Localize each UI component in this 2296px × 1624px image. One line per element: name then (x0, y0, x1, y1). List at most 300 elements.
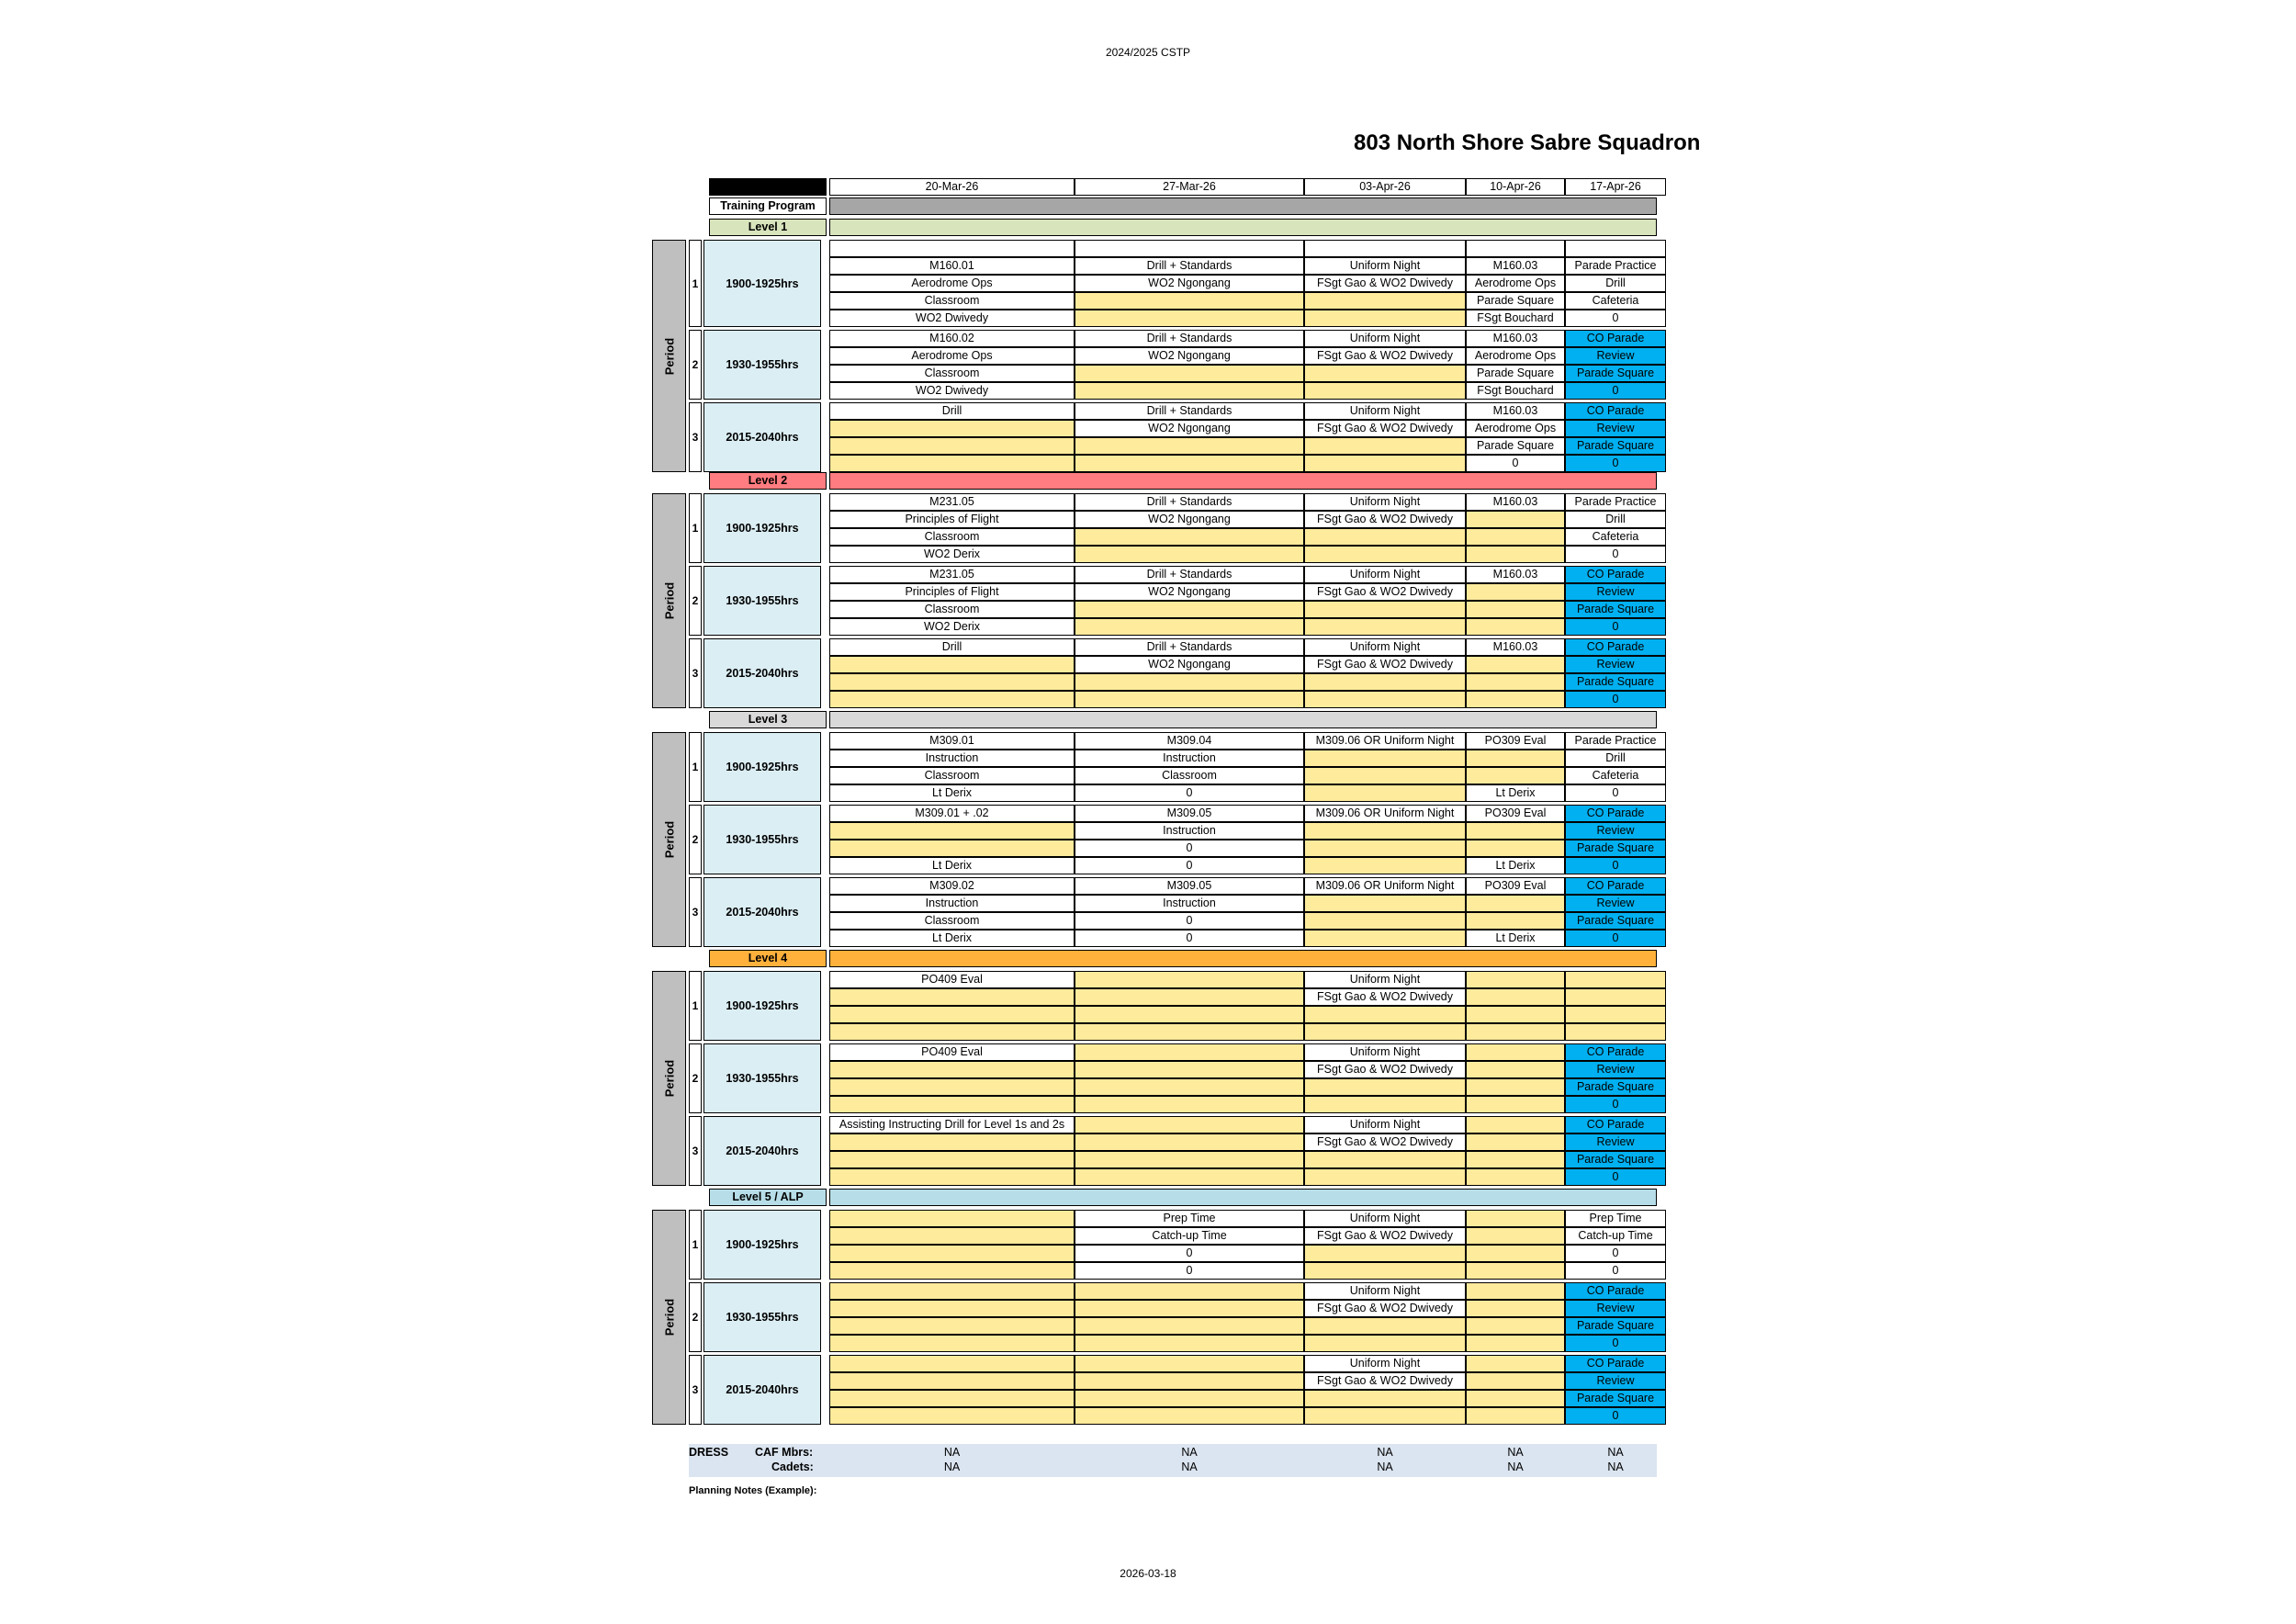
period-number: 2 (689, 1282, 702, 1352)
schedule-cell (1075, 1355, 1304, 1372)
schedule-cell (1075, 618, 1304, 636)
period-number: 2 (689, 805, 702, 874)
schedule-cell: Instruction (829, 750, 1075, 767)
period-time: 1900-1925hrs (703, 732, 821, 802)
schedule-cell (829, 1245, 1075, 1262)
period-3-group (689, 638, 1657, 708)
cadets-label: Cadets: (771, 1460, 814, 1473)
schedule-cell: Parade Practice (1565, 257, 1666, 275)
period-text: Period (662, 1059, 676, 1098)
schedule-cell: FSgt Gao & WO2 Dwivedy (1304, 275, 1466, 292)
level-5-header (652, 1189, 1657, 1206)
period-number: 1 (689, 971, 702, 1041)
schedule-cell: Review (1565, 347, 1666, 365)
schedule-cell (1075, 1317, 1304, 1335)
schedule-cell (1304, 240, 1466, 257)
schedule-cell: Lt Derix (829, 930, 1075, 947)
schedule-cell (1466, 656, 1565, 673)
schedule-cell (1075, 988, 1304, 1006)
schedule-cell: M160.03 (1466, 566, 1565, 583)
schedule-cell: Aerodrome Ops (829, 347, 1075, 365)
schedule-cell (1304, 455, 1466, 472)
header-black-bar (709, 178, 827, 196)
schedule-cell: 0 (1565, 1262, 1666, 1280)
level-2-bar (829, 472, 1657, 490)
schedule-cell (1075, 365, 1304, 382)
cadet-dress-value-1: NA (943, 1460, 961, 1473)
level-2-label: Level 2 (709, 472, 827, 490)
schedule-cell: Parade Square (1565, 437, 1666, 455)
schedule-cell: CO Parade (1565, 1355, 1666, 1372)
schedule-cell: WO2 Ngongang (1075, 347, 1304, 365)
schedule-cell (1304, 784, 1466, 802)
period-time: 1930-1955hrs (703, 330, 821, 400)
schedule-cell: Review (1565, 895, 1666, 912)
period-number: 3 (689, 1116, 702, 1186)
schedule-cell (829, 1282, 1075, 1300)
schedule-cell (829, 822, 1075, 840)
schedule-cell (1075, 1061, 1304, 1078)
date-header-row (652, 178, 1657, 196)
schedule-cell (1466, 546, 1565, 563)
period-side-label (652, 971, 686, 1186)
schedule-cell: WO2 Ngongang (1075, 511, 1304, 528)
period-time: 1930-1955hrs (703, 566, 821, 636)
schedule-cell (1304, 1317, 1466, 1335)
schedule-cell: CO Parade (1565, 877, 1666, 895)
schedule-cell (829, 1096, 1075, 1113)
schedule-cell: M160.03 (1466, 402, 1565, 420)
schedule-cell: 0 (1565, 784, 1666, 802)
period-number: 3 (689, 877, 702, 947)
schedule-cell: Review (1565, 1372, 1666, 1390)
period-2-group (689, 330, 1657, 400)
schedule-cell (1466, 1282, 1565, 1300)
schedule-cell: Parade Square (1565, 1390, 1666, 1407)
schedule-cell (1466, 1133, 1565, 1151)
period-time: 1900-1925hrs (703, 240, 821, 327)
schedule-cell: Lt Derix (829, 857, 1075, 874)
period-3-group (689, 1116, 1657, 1186)
schedule-cell: Parade Square (1565, 601, 1666, 618)
schedule-cell: Lt Derix (829, 784, 1075, 802)
schedule-cell: 0 (1075, 1245, 1304, 1262)
schedule-cell: M309.01 (829, 732, 1075, 750)
cadet-dress-value-2: NA (1181, 1460, 1198, 1473)
schedule-cell (1466, 1372, 1565, 1390)
schedule-cell: Uniform Night (1304, 971, 1466, 988)
schedule-cell (1466, 1116, 1565, 1133)
schedule-cell: Aerodrome Ops (1466, 420, 1565, 437)
schedule-cell: M160.03 (1466, 638, 1565, 656)
schedule-cell (1304, 895, 1466, 912)
schedule-cell (1466, 1096, 1565, 1113)
schedule-cell (1304, 691, 1466, 708)
schedule-cell (1075, 1168, 1304, 1186)
schedule-cell (829, 1168, 1075, 1186)
schedule-cell: Parade Square (1565, 1317, 1666, 1335)
schedule-cell: Drill + Standards (1075, 493, 1304, 511)
schedule-cell: Principles of Flight (829, 583, 1075, 601)
schedule-cell (1304, 930, 1466, 947)
schedule-cell: Parade Practice (1565, 732, 1666, 750)
period-3-group (689, 1355, 1657, 1425)
schedule-cell: Parade Square (1466, 365, 1565, 382)
schedule-cell (1075, 673, 1304, 691)
period-3-group (689, 402, 1657, 472)
schedule-cell (1565, 240, 1666, 257)
period-side-label (652, 732, 686, 947)
date-header-4: 10-Apr-26 (1466, 178, 1565, 196)
schedule-cell: WO2 Ngongang (1075, 420, 1304, 437)
schedule-cell: 0 (1565, 618, 1666, 636)
schedule-cell: Classroom (829, 528, 1075, 546)
schedule-cell (1075, 1133, 1304, 1151)
schedule-cell: M231.05 (829, 493, 1075, 511)
page-header: 2024/2025 CSTP (1105, 46, 1191, 59)
schedule-cell (1304, 382, 1466, 400)
schedule-cell (1466, 1317, 1565, 1335)
schedule-cell (1466, 1335, 1565, 1352)
schedule-cell: Uniform Night (1304, 330, 1466, 347)
schedule-cell (1304, 750, 1466, 767)
level-1-label: Level 1 (709, 219, 827, 236)
schedule-cell (1466, 988, 1565, 1006)
schedule-cell: WO2 Dwivedy (829, 310, 1075, 327)
schedule-cell: Instruction (1075, 822, 1304, 840)
schedule-cell: Uniform Night (1304, 566, 1466, 583)
schedule-cell (1466, 1300, 1565, 1317)
training-program-row (652, 197, 1657, 215)
period-number: 2 (689, 330, 702, 400)
schedule-cell (1304, 840, 1466, 857)
schedule-cell: Cafeteria (1565, 528, 1666, 546)
level-3-header (652, 711, 1657, 728)
schedule-cell: Review (1565, 1061, 1666, 1078)
schedule-cell: Instruction (1075, 895, 1304, 912)
schedule-cell: Drill (829, 402, 1075, 420)
schedule-cell (1304, 528, 1466, 546)
schedule-cell: PO409 Eval (829, 971, 1075, 988)
schedule-cell: M160.01 (829, 257, 1075, 275)
period-time: 1930-1955hrs (703, 805, 821, 874)
period-1-group (689, 732, 1657, 802)
caf-dress-value-2: NA (1181, 1446, 1198, 1459)
schedule-cell (829, 1317, 1075, 1335)
schedule-cell (1304, 767, 1466, 784)
schedule-cell (1304, 292, 1466, 310)
level-4-block (652, 971, 1657, 1186)
schedule-cell: CO Parade (1565, 805, 1666, 822)
period-time: 2015-2040hrs (703, 877, 821, 947)
schedule-cell: M309.06 OR Uniform Night (1304, 732, 1466, 750)
schedule-cell: 0 (1565, 1407, 1666, 1425)
level-4-header (652, 950, 1657, 967)
schedule-cell: Uniform Night (1304, 402, 1466, 420)
period-number: 2 (689, 566, 702, 636)
schedule-cell: WO2 Derix (829, 546, 1075, 563)
schedule-cell (1075, 1372, 1304, 1390)
schedule-cell (1466, 1043, 1565, 1061)
level-1-block (652, 240, 1657, 472)
training-program-bar (829, 197, 1657, 215)
schedule-cell (1466, 673, 1565, 691)
schedule-cell (1075, 971, 1304, 988)
schedule-cell (1466, 1210, 1565, 1227)
schedule-cell (1075, 546, 1304, 563)
schedule-cell: Review (1565, 583, 1666, 601)
schedule-cell: Parade Square (1565, 673, 1666, 691)
schedule-cell: Classroom (829, 292, 1075, 310)
schedule-cell (1304, 1151, 1466, 1168)
schedule-cell (1304, 601, 1466, 618)
schedule-cell (829, 1133, 1075, 1151)
schedule-cell: FSgt Bouchard (1466, 382, 1565, 400)
schedule-cell (1304, 1096, 1466, 1113)
period-3-group (689, 877, 1657, 947)
schedule-cell: 0 (1075, 930, 1304, 947)
schedule-cell: Parade Practice (1565, 493, 1666, 511)
caf-members-label: CAF Mbrs: (755, 1446, 814, 1459)
schedule-cell: Classroom (829, 601, 1075, 618)
schedule-cell (829, 1300, 1075, 1317)
schedule-cell: 0 (1565, 455, 1666, 472)
schedule-cell (1466, 840, 1565, 857)
schedule-cell: Uniform Night (1304, 1043, 1466, 1061)
schedule-cell: Drill + Standards (1075, 638, 1304, 656)
schedule-cell (1466, 1390, 1565, 1407)
schedule-cell (1075, 292, 1304, 310)
schedule-cell: FSgt Gao & WO2 Dwivedy (1304, 511, 1466, 528)
schedule-cell: Cafeteria (1565, 292, 1666, 310)
schedule-cell: CO Parade (1565, 566, 1666, 583)
schedule-cell: Principles of Flight (829, 511, 1075, 528)
schedule-cell: Cafeteria (1565, 767, 1666, 784)
period-text: Period (662, 581, 676, 620)
schedule-cell (1075, 310, 1304, 327)
dress-label: DRESS (689, 1446, 729, 1459)
schedule-cell: Assisting Instructing Drill for Level 1s and 2s (829, 1116, 1075, 1133)
schedule-cell (1075, 382, 1304, 400)
level-4-label: Level 4 (709, 950, 827, 967)
schedule-cell: Parade Square (1565, 912, 1666, 930)
schedule-cell: PO309 Eval (1466, 805, 1565, 822)
schedule-cell (829, 1355, 1075, 1372)
schedule-cell: CO Parade (1565, 330, 1666, 347)
schedule-cell: 0 (1466, 455, 1565, 472)
period-2-group (689, 566, 1657, 636)
schedule-cell: Drill (1565, 750, 1666, 767)
schedule-cell (1466, 691, 1565, 708)
schedule-cell: FSgt Gao & WO2 Dwivedy (1304, 1227, 1466, 1245)
schedule-cell: Uniform Night (1304, 1210, 1466, 1227)
period-time: 1900-1925hrs (703, 493, 821, 563)
schedule-cell: Prep Time (1565, 1210, 1666, 1227)
schedule-cell: WO2 Dwivedy (829, 382, 1075, 400)
schedule-cell: Review (1565, 1133, 1666, 1151)
schedule-cell: Classroom (829, 912, 1075, 930)
schedule-cell: Uniform Night (1304, 638, 1466, 656)
schedule-cell: WO2 Ngongang (1075, 656, 1304, 673)
period-text: Period (662, 337, 676, 375)
schedule-cell: Classroom (829, 767, 1075, 784)
schedule-cell: Lt Derix (1466, 857, 1565, 874)
schedule-cell: M309.06 OR Uniform Night (1304, 877, 1466, 895)
period-1-group (689, 1210, 1657, 1280)
schedule-cell: PO309 Eval (1466, 877, 1565, 895)
schedule-cell (1466, 1407, 1565, 1425)
schedule-cell: 0 (1565, 857, 1666, 874)
schedule-cell (829, 840, 1075, 857)
schedule-cell: Lt Derix (1466, 930, 1565, 947)
schedule-cell (1304, 365, 1466, 382)
period-number: 2 (689, 1043, 702, 1113)
period-number: 3 (689, 1355, 702, 1425)
schedule-cell (1466, 1151, 1565, 1168)
schedule-cell (1304, 1390, 1466, 1407)
schedule-cell: Prep Time (1075, 1210, 1304, 1227)
schedule-cell: CO Parade (1565, 1116, 1666, 1133)
schedule-cell (1466, 601, 1565, 618)
schedule-cell (1304, 618, 1466, 636)
schedule-cell: FSgt Gao & WO2 Dwivedy (1304, 347, 1466, 365)
schedule-cell (1075, 1116, 1304, 1133)
schedule-cell (1466, 822, 1565, 840)
schedule-cell (1304, 1023, 1466, 1041)
period-number: 1 (689, 240, 702, 327)
schedule-cell (1466, 1227, 1565, 1245)
schedule-cell (1304, 1245, 1466, 1262)
schedule-cell: M160.03 (1466, 257, 1565, 275)
schedule-cell (1466, 971, 1565, 988)
period-2-group (689, 1043, 1657, 1113)
period-time: 2015-2040hrs (703, 402, 821, 472)
level-1-header (652, 219, 1657, 236)
schedule-cell: M309.04 (1075, 732, 1304, 750)
period-side-label (652, 240, 686, 472)
schedule-cell: 0 (1075, 912, 1304, 930)
schedule-cell: Instruction (1075, 750, 1304, 767)
schedule-cell (1075, 1023, 1304, 1041)
schedule-cell (1565, 1006, 1666, 1023)
schedule-cell: Review (1565, 420, 1666, 437)
schedule-cell (1304, 673, 1466, 691)
schedule-cell: M309.05 (1075, 877, 1304, 895)
caf-dress-value-5: NA (1607, 1446, 1624, 1459)
schedule-cell (829, 1227, 1075, 1245)
schedule-cell: CO Parade (1565, 638, 1666, 656)
date-header-3: 03-Apr-26 (1304, 178, 1466, 196)
period-text: Period (662, 1298, 676, 1336)
schedule-cell (829, 1151, 1075, 1168)
schedule-cell (1466, 583, 1565, 601)
schedule-cell (829, 656, 1075, 673)
schedule-cell (1466, 511, 1565, 528)
schedule-cell (1075, 1390, 1304, 1407)
cadet-dress-value-3: NA (1377, 1460, 1393, 1473)
schedule-cell: 0 (1075, 1262, 1304, 1280)
period-number: 1 (689, 732, 702, 802)
schedule-cell (1304, 1262, 1466, 1280)
schedule-cell (1565, 988, 1666, 1006)
caf-dress-value-4: NA (1507, 1446, 1524, 1459)
period-text: Period (662, 820, 676, 859)
schedule-cell: 0 (1075, 784, 1304, 802)
date-header-5: 17-Apr-26 (1565, 178, 1666, 196)
period-time: 1900-1925hrs (703, 1210, 821, 1280)
schedule-cell (829, 1262, 1075, 1280)
schedule-cell (1304, 1335, 1466, 1352)
schedule-cell: Drill (829, 638, 1075, 656)
schedule-cell: 0 (1565, 310, 1666, 327)
schedule-cell: CO Parade (1565, 402, 1666, 420)
schedule-cell: 0 (1565, 691, 1666, 708)
level-3-bar (829, 711, 1657, 728)
schedule-cell: Uniform Night (1304, 1282, 1466, 1300)
schedule-cell: M160.03 (1466, 330, 1565, 347)
schedule-cell (829, 437, 1075, 455)
caf-dress-value-3: NA (1377, 1446, 1393, 1459)
schedule-cell: FSgt Gao & WO2 Dwivedy (1304, 1300, 1466, 1317)
schedule-cell: CO Parade (1565, 1282, 1666, 1300)
schedule-cell: FSgt Gao & WO2 Dwivedy (1304, 583, 1466, 601)
schedule-cell (1466, 1061, 1565, 1078)
schedule-cell (1075, 528, 1304, 546)
schedule-cell (1466, 895, 1565, 912)
level-1-bar (829, 219, 1657, 236)
schedule-cell (1304, 310, 1466, 327)
cadet-dress-value-5: NA (1607, 1460, 1624, 1473)
schedule-cell (1075, 455, 1304, 472)
schedule-cell (1304, 1006, 1466, 1023)
schedule-cell: Parade Square (1565, 1078, 1666, 1096)
planning-notes-label: Planning Notes (Example): (689, 1485, 817, 1496)
schedule-cell: 0 (1565, 1335, 1666, 1352)
schedule-cell (1075, 1078, 1304, 1096)
period-time: 1930-1955hrs (703, 1282, 821, 1352)
schedule-cell (1565, 971, 1666, 988)
period-number: 3 (689, 638, 702, 708)
schedule-cell (1466, 767, 1565, 784)
schedule-cell (1075, 437, 1304, 455)
schedule-cell (1304, 437, 1466, 455)
schedule-cell (1075, 1096, 1304, 1113)
schedule-cell: M309.05 (1075, 805, 1304, 822)
schedule-cell: FSgt Gao & WO2 Dwivedy (1304, 420, 1466, 437)
schedule-cell (1304, 857, 1466, 874)
schedule-cell (829, 1372, 1075, 1390)
schedule-cell: Aerodrome Ops (1466, 275, 1565, 292)
schedule-cell: Lt Derix (1466, 784, 1565, 802)
schedule-cell: 0 (1565, 1245, 1666, 1262)
level-3-label: Level 3 (709, 711, 827, 728)
schedule-cell: CO Parade (1565, 1043, 1666, 1061)
schedule-cell: Uniform Night (1304, 257, 1466, 275)
schedule-cell: FSgt Gao & WO2 Dwivedy (1304, 1133, 1466, 1151)
period-side-label (652, 493, 686, 708)
schedule-cell: M160.03 (1466, 493, 1565, 511)
schedule-cell: FSgt Gao & WO2 Dwivedy (1304, 656, 1466, 673)
schedule-cell: Parade Square (1466, 292, 1565, 310)
schedule-cell (829, 1023, 1075, 1041)
level-5-block (652, 1210, 1657, 1425)
schedule-cell (1466, 1262, 1565, 1280)
schedule-cell: 0 (1075, 857, 1304, 874)
schedule-cell: Instruction (829, 895, 1075, 912)
schedule-cell: Uniform Night (1304, 1355, 1466, 1372)
date-header-1: 20-Mar-26 (829, 178, 1075, 196)
schedule-cell: Parade Square (1565, 1151, 1666, 1168)
